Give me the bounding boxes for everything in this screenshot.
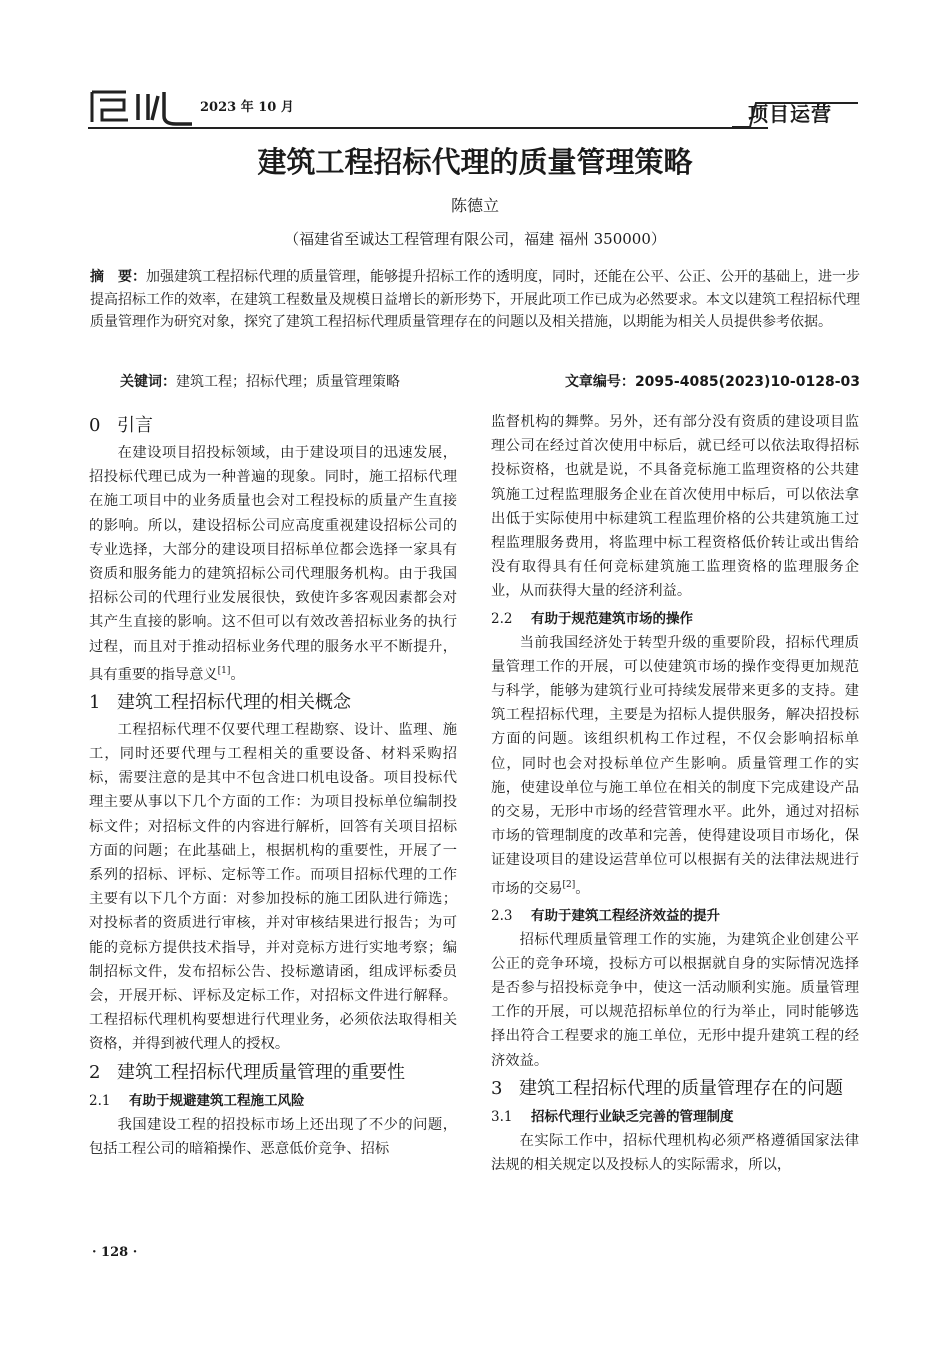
page-number: · 128 · xyxy=(92,1245,138,1260)
right-column xyxy=(491,410,859,1177)
section-heading: 3 建筑工程招标代理的质量管理存在的问题 xyxy=(491,1077,843,1099)
issue-date: 2023 年 10 月 xyxy=(200,100,294,115)
paragraph: 当前我国经济处于转型升级的重要阶段，招标代理质量管理工作的开展，可以使建筑市场的操作变得更加规范与科学，能够为建筑行业可持续发展带来更多的支持。建筑工程招标代理，主要是为招标人提供服务，解决招投标方面的问题。该组织机构工作过程，不仅会影响招标单位，同时也会对投标单位产生影响。质量管理工作的实施，使建设单位与施工单位在相关的制度下完成建设产品的交易，无形中市场的经营管理水平。此外，通过对招标市场的管理制度的改革和完善，使得建设项目市场化，保证建设项目的建设运营单位可以根据有关的法律法规进行市场的交易[2]。 xyxy=(491,634,859,897)
paragraph: 招标代理质量管理工作的实施，为建筑企业创建公平公正的竞争环境，投标方可以根据就自身的实际情况选择是否参与招投标竞争中，使这一活动顺利实施。质量管理工作的开展，可以规范招标单位的行为举止，同时能够选择出符合工程要求的施工单位，无形中提升建筑工程的经济效益。 xyxy=(491,931,859,1069)
paragraph: 工程招标代理不仅要代理工程勘察、设计、监理、施工，同时还要代理与工程相关的重要设备、材料采购招标，需要注意的是其中不包含进口机电设备。项目投标代理主要从事以下几个方面的工作：为项目投标单位编制投标文件；对招标文件的内容进行解析，回答有关项目招标方面的问题；在此基础上，根据机构的重要性，开展了一系列的招标、评标、定标等工作。而项目招标代理的工作主要有以下几个方面：对参加投标的施工团队进行筛选；对投标者的资质进行审核，并对审核结果进行报告；为可能的竞标方提供技术指导，并对竞标方进行实地考察；编制招标文件，发布招标公告、投标邀请函，组成评标委员会，开展开标、评标及定标工作，对招标文件进行解释。工程招标代理机构要想进行代理业务，必须依法取得相关资格，并得到被代理人的授权。 xyxy=(89,721,457,1053)
affiliation: （福建省至诚达工程管理有限公司，福建 福州 350000） xyxy=(284,230,666,248)
paragraph: 在实际工作中，招标代理机构必须严格遵循国家法律法规的相关规定以及投标人的实际需求，所以， xyxy=(491,1132,859,1174)
abstract-text: 加强建筑工程招标代理的质量管理，能够提升招标工作的透明度，同时，还能在公平、公正、公开的基础上，进一步提高招标工作的效率，在建筑工程数量及规模日益增长的新形势下，开展此项工作已成为必然要求。本文以建筑工程招标代理质量管理作为研究对象，探究了建筑工程招标代理质量管理存在的问题以及相关措施，以期能为相关人员提供参考依据。 xyxy=(90,269,860,330)
keywords-label: 关键词： xyxy=(120,374,176,390)
keywords: 建筑工程；招标代理；质量管理策略 xyxy=(176,374,400,390)
author: 陈德立 xyxy=(450,196,499,215)
subsection-heading: 3.1 招标代理行业缺乏完善的管理制度 xyxy=(491,1108,734,1125)
abstract-label: 摘 要： xyxy=(90,269,146,285)
citation: [1] xyxy=(217,665,231,676)
citation: [2] xyxy=(562,879,576,890)
paragraph: 监督机构的舞弊。另外，还有部分没有资质的建设项目监理公司在经过首次使用中标后，就已经可以依法取得招标投标资格，也就是说，不具备竞标施工监理资格的公共建筑施工过程监理服务企业在首次使用中标后，可以依法拿出低于实际使用中标建筑工程监理价格的公共建筑施工过程监理服务费用，将监理中标工程资格低价转让或出售给没有取得具有任何竞标建筑施工监理资格的监理服务企业，从而获得大量的经济利益。 xyxy=(491,414,859,600)
section-heading: 2 建筑工程招标代理质量管理的重要性 xyxy=(89,1061,405,1083)
left-column xyxy=(89,410,457,1161)
section-tag: 项目运营 xyxy=(748,102,832,126)
article-title: 建筑工程招标代理的质量管理策略 xyxy=(257,145,693,179)
subsection-heading: 2.1 有助于规避建筑工程施工风险 xyxy=(89,1092,305,1109)
article-number xyxy=(565,371,860,391)
paragraph: 在建设项目招投标领域，由于建设项目的迅速发展，招投标代理已成为一种普遍的现象。同时，施工招标代理在施工项目中的业务质量也会对工程投标的质量产生直接的影响。所以，建设招标公司应高度重视建设招标公司的专业选择，大部分的建设项目招标单位都会选择一家具有资质和服务能力的建筑招标公司代理服务机构。由于我国招标公司的代理行业发展很快，致使许多客观因素都会对其产生直接的影响。这不但可以有效改善招标业务的执行过程，而且对于推动招标业务代理的服务水平不断提升，具有重要的指导意义[1]。 xyxy=(89,445,457,683)
section-heading: 0 引言 xyxy=(89,415,153,436)
abstract xyxy=(90,266,860,334)
journal-logo xyxy=(88,86,198,128)
keywords-row xyxy=(120,371,860,393)
paragraph: 我国建设工程的招投标市场上还出现了不少的问题，包括工程公司的暗箱操作、恶意低价竞争、招标 xyxy=(89,1116,457,1157)
article-number-label: 文章编号： xyxy=(564,374,635,390)
subsection-heading: 2.2 有助于规范建筑市场的操作 xyxy=(491,610,693,627)
header-rule xyxy=(88,127,768,129)
subsection-heading: 2.3 有助于建筑工程经济效益的提升 xyxy=(491,907,720,924)
section-heading: 1 建筑工程招标代理的相关概念 xyxy=(89,691,351,713)
article-number-value: 2095-4085(2023)10-0128-03 xyxy=(634,374,860,390)
